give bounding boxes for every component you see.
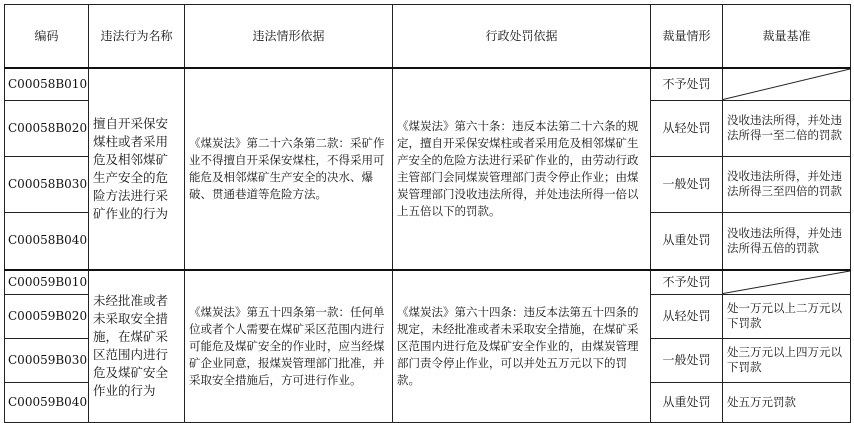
header-row [5,5,851,69]
standard-cell: 没收违法所得，并处违法所得三至四倍的罚款 [723,156,851,212]
code-cell: C00058B020 [5,100,89,156]
violation-basis-cell: 《煤炭法》第五十四条第一款：任何单位或者个人需要在煤矿采区范围内进行可能危及煤矿安全的作业时，应当经煤矿企业同意，报煤炭管理部门批准，并采取安全措施后，方可进行作业。 [185,270,393,422]
violation-basis-cell: 《煤炭法》第二十六条第二款：采矿作业不得擅自开采保安煤柱，不得采用可能危及相邻煤矿生产安全的决水、爆破、贯通巷道等危险方法。 [185,68,393,270]
penalty-basis-cell: 《煤炭法》第六十四条：违反本法第五十四条的规定，未经批准或者未采取安全措施，在煤矿采区范围内进行危及煤矿安全作业的，由煤炭管理部门责令停止作业，可以并处五万元以下的罚款。 [393,270,651,422]
header-circumstance: 裁量情形 [651,5,723,69]
circumstance-cell: 一般处罚 [651,156,723,212]
code-cell: C00059B010 [5,270,89,294]
code-cell: C00058B030 [5,156,89,212]
header-violation-name: 违法行为名称 [89,5,185,69]
header-standard: 裁量基准 [723,5,851,69]
standard-cell: 处一万元以上二万元以下罚款 [723,294,851,338]
circumstance-cell: 不予处罚 [651,68,723,100]
header-penalty-basis: 行政处罚依据 [393,5,651,69]
code-cell: C00059B030 [5,338,89,382]
empty-standard-cell [723,68,851,100]
circumstance-cell: 从轻处罚 [651,294,723,338]
table-row [5,68,851,100]
standard-cell: 处三万元以上四万元以下罚款 [723,338,851,382]
empty-standard-cell [723,270,851,294]
violation-name-cell: 未经批准或者未采取安全措施，在煤矿采区范围内进行危及煤矿安全作业的行为 [89,270,185,422]
table-row [5,270,851,294]
standard-cell: 没收违法所得，并处违法所得一至二倍的罚款 [723,100,851,156]
penalty-basis-cell: 《煤炭法》第六十条：违反本法第二十六条的规定，擅自开采保安煤柱或者采用危及相邻煤矿生产安全的危险方法进行采矿作业的，由劳动行政主管部门会同煤炭管理部门责令停止作业；由煤炭管理部门没收违法所得，并处违法所得一倍以上五倍以下的罚款。 [393,68,651,270]
discretion-table [4,4,851,423]
code-cell: C00059B020 [5,294,89,338]
diagonal-line [723,69,850,100]
code-cell: C00058B040 [5,212,89,270]
circumstance-cell: 不予处罚 [651,270,723,294]
header-violation-basis: 违法情形依据 [185,5,393,69]
standard-cell: 处五万元罚款 [723,382,851,422]
standard-cell: 没收违法所得，并处违法所得五倍的罚款 [723,212,851,270]
violation-name-cell: 擅自开采保安煤柱或者采用危及相邻煤矿生产安全的危险方法进行采矿作业的行为 [89,68,185,270]
code-cell: C00058B010 [5,68,89,100]
header-code: 编码 [5,5,89,69]
diagonal-line [723,271,850,294]
circumstance-cell: 从重处罚 [651,382,723,422]
code-cell: C00059B040 [5,382,89,422]
circumstance-cell: 从轻处罚 [651,100,723,156]
circumstance-cell: 一般处罚 [651,338,723,382]
circumstance-cell: 从重处罚 [651,212,723,270]
